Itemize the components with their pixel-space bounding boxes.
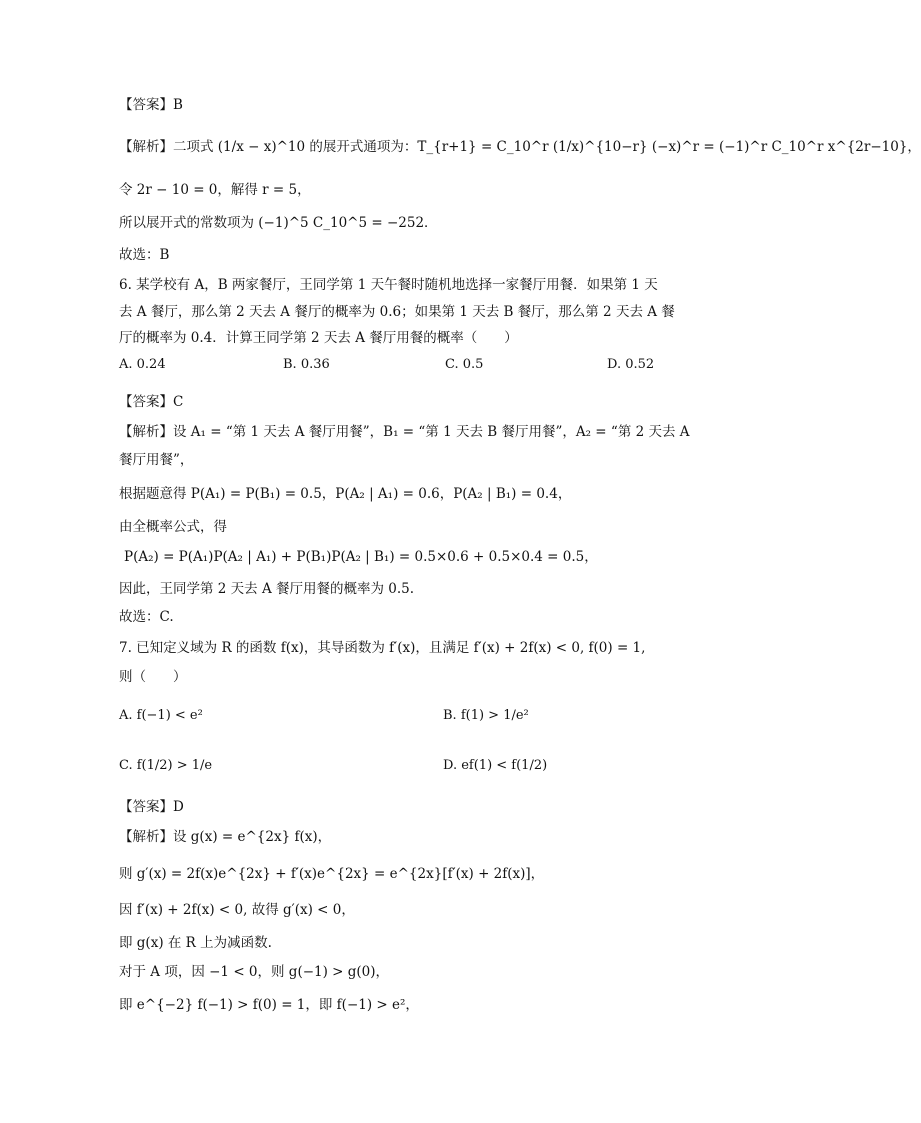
analysis-q5-line3: 所以展开式的常数项为 (−1)^5 C_10^5 = −252．	[119, 215, 438, 231]
q6-option-a: A. 0.24	[119, 357, 166, 372]
analysis-q6-choice: 故选：C.	[119, 609, 174, 625]
question-7-line1: 7. 已知定义域为 R 的函数 f(x)，其导函数为 f′(x)，且满足 f′(x) + 2f(x) < 0, f(0) = 1,	[119, 640, 646, 656]
q7-option-a: A. f(−1) < e²	[119, 708, 203, 723]
analysis-q6-line1: 【解析】设 A₁ = “第 1 天去 A 餐厅用餐”，B₁ = “第 1 天去 B 餐厅用餐”，A₂ = “第 2 天去 A	[119, 424, 690, 440]
q6-option-d: D. 0.52	[607, 357, 655, 372]
analysis-q7-line4: 即 g(x) 在 R 上为减函数.	[119, 935, 272, 951]
q7-option-c: C. f(1/2) > 1/e	[119, 758, 213, 773]
analysis-q6-line2: 餐厅用餐”，	[119, 452, 194, 468]
question-7-line2: 则（ ）	[119, 669, 187, 685]
analysis-q7-line2: 则 g′(x) = 2f(x)e^{2x} + f′(x)e^{2x} = e^{2x}[f′(x) + 2f(x)]，	[119, 866, 545, 882]
q6-option-c: C. 0.5	[445, 357, 484, 372]
analysis-q5-line2: 令 2r − 10 = 0，解得 r = 5，	[119, 182, 311, 198]
analysis-q7-line5: 对于 A 项，因 −1 < 0，则 g(−1) > g(0)，	[119, 964, 390, 980]
analysis-q7-line6: 即 e^{−2} f(−1) > f(0) = 1，即 f(−1) > e²，	[119, 997, 419, 1013]
q7-option-b: B. f(1) > 1/e²	[443, 708, 529, 723]
analysis-q5-choice: 故选：B	[119, 247, 170, 263]
analysis-q7-line3: 因 f′(x) + 2f(x) < 0, 故得 g′(x) < 0，	[119, 902, 355, 918]
q6-option-b: B. 0.36	[283, 357, 330, 372]
analysis-q6-line4: 由全概率公式，得	[119, 519, 227, 535]
question-6-line2: 去 A 餐厅，那么第 2 天去 A 餐厅的概率为 0.6；如果第 1 天去 B 餐厅，那么第 2 天去 A 餐	[119, 304, 675, 320]
analysis-q6-formula: P(A₂) = P(A₁)P(A₂ | A₁) + P(B₁)P(A₂ | B₁) = 0.5×0.6 + 0.5×0.4 = 0.5，	[124, 549, 598, 565]
answer-q7: 【答案】D	[119, 799, 184, 815]
analysis-q6-line3: 根据题意得 P(A₁) = P(B₁) = 0.5，P(A₂ | A₁) = 0.6，P(A₂ | B₁) = 0.4，	[119, 486, 572, 502]
answer-q6: 【答案】C	[119, 394, 184, 410]
analysis-q7-line1: 【解析】设 g(x) = e^{2x} f(x)，	[119, 829, 332, 845]
answer-q5: 【答案】B	[119, 97, 183, 113]
q7-option-d: D. ef(1) < f(1/2)	[443, 758, 548, 773]
question-6-line1: 6. 某学校有 A，B 两家餐厅，王同学第 1 天午餐时随机地选择一家餐厅用餐．如果第 1 天	[119, 277, 658, 293]
question-6-line3: 厅的概率为 0.4．计算王同学第 2 天去 A 餐厅用餐的概率（ ）	[119, 330, 518, 346]
analysis-q5-line1: 【解析】二项式 (1/x − x)^10 的展开式通项为：T_{r+1} = C_10^r (1/x)^{10−r} (−x)^r = (−1)^r C_10^r x^{2r−10}，	[119, 139, 921, 155]
analysis-q6-conclusion: 因此，王同学第 2 天去 A 餐厅用餐的概率为 0.5.	[119, 581, 415, 597]
